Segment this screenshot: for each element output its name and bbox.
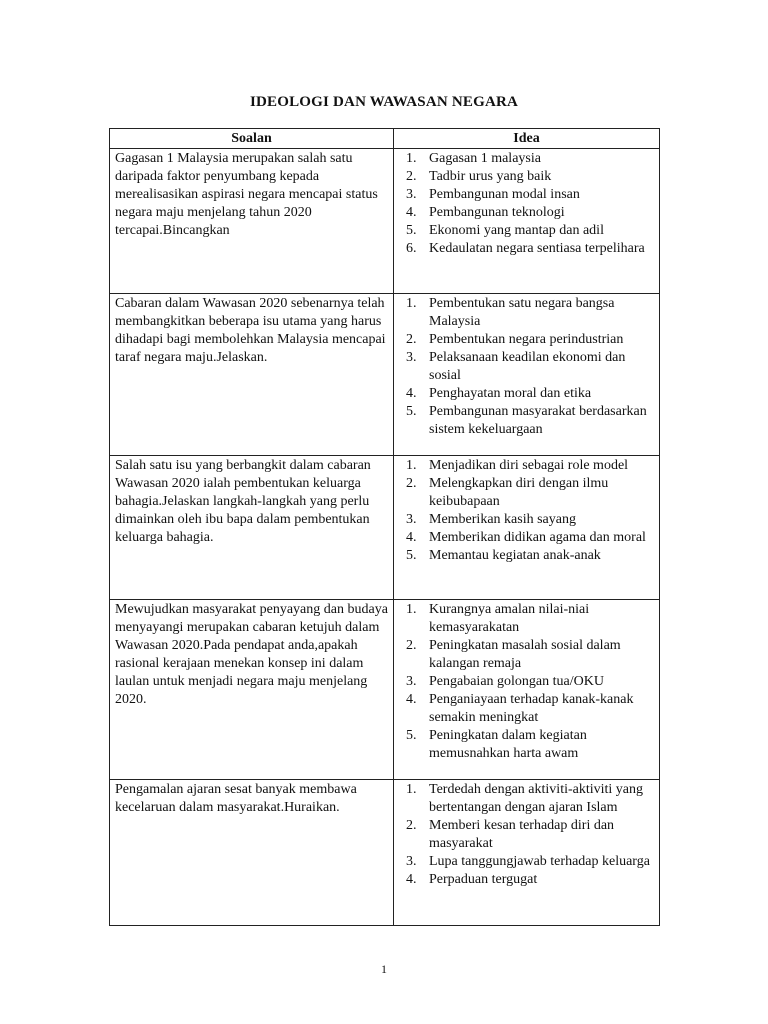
question-cell: Pengamalan ajaran sesat banyak membawa kecelaruan dalam masyarakat.Huraikan.: [110, 780, 394, 926]
table-row: [110, 149, 660, 294]
question-cell: Gagasan 1 Malaysia merupakan salah satu daripada faktor penyumbang kepada merealisasikan aspirasi negara mencapai status negara maju menjelang tahun 2020 tercapai.Bincangkan: [110, 149, 394, 294]
list-item: 5. Pembangunan masyarakat berdasarkan sistem kekeluargaan: [406, 404, 647, 437]
list-item: 4. Penganiayaan terhadap kanak-kanak semakin meningkat: [406, 692, 634, 725]
list-item: 3. Pengabaian golongan tua/OKU: [406, 674, 604, 689]
list-item: 3. Memberikan kasih sayang: [406, 512, 576, 527]
list-item: 4. Pembangunan teknologi: [406, 205, 565, 220]
list-item: 1. Menjadikan diri sebagai role model: [406, 458, 629, 473]
list-item: 4. Perpaduan tergugat: [406, 872, 538, 887]
list-item: 2. Melengkapkan diri dengan ilmu keibubapaan: [406, 476, 609, 509]
table-row: [110, 456, 660, 600]
idea-list: [398, 601, 655, 763]
header-idea: Idea: [394, 129, 660, 149]
header-soalan: Soalan: [110, 129, 394, 149]
idea-cell: [394, 600, 660, 780]
idea-list: [398, 781, 655, 889]
list-item: 2. Tadbir urus yang baik: [406, 169, 552, 184]
table-header-row: [110, 129, 660, 149]
idea-cell: [394, 456, 660, 600]
table-row: [110, 294, 660, 456]
qa-table: [109, 128, 660, 926]
list-item: 5. Ekonomi yang mantap dan adil: [406, 223, 604, 238]
question-cell: Cabaran dalam Wawasan 2020 sebenarnya telah membangkitkan beberapa isu utama yang harus dihadapi bagi membolehkan Malaysia mencapai taraf negara maju.Jelaskan.: [110, 294, 394, 456]
question-cell: Mewujudkan masyarakat penyayang dan budaya menyayangi merupakan cabaran ketujuh dalam Wawasan 2020.Pada pendapat anda,apakah rasional kerajaan menekan konsep ini dalam laulan untuk menjadi negara maju menjelang 2020.: [110, 600, 394, 780]
idea-list: [398, 295, 655, 439]
list-item: 3. Pembangunan modal insan: [406, 187, 580, 202]
question-cell: Salah satu isu yang berbangkit dalam cabaran Wawasan 2020 ialah pembentukan keluarga bahagia.Jelaskan langkah-langkah yang perlu dimainkan oleh ibu bapa dalam pembentukan keluarga bahagia.: [110, 456, 394, 600]
list-item: 1. Pembentukan satu negara bangsa Malaysia: [406, 296, 615, 329]
idea-cell: [394, 149, 660, 294]
table-row: [110, 600, 660, 780]
page-number: 1: [381, 962, 387, 976]
list-item: 5. Memantau kegiatan anak-anak: [406, 548, 601, 563]
document-title: IDEOLOGI DAN WAWASAN NEGARA: [249, 94, 519, 110]
list-item: 3. Pelaksanaan keadilan ekonomi dan sosial: [406, 350, 626, 383]
list-item: 2. Memberi kesan terhadap diri dan masyarakat: [406, 818, 615, 851]
idea-cell: [394, 294, 660, 456]
idea-list: [398, 150, 655, 258]
list-item: 2. Pembentukan negara perindustrian: [406, 332, 624, 347]
table-row: [110, 780, 660, 926]
list-item: 2. Peningkatan masalah sosial dalam kalangan remaja: [406, 638, 621, 671]
list-item: 3. Lupa tanggungjawab terhadap keluarga: [406, 854, 650, 869]
list-item: 1. Kurangnya amalan nilai-niai kemasyarakatan: [406, 602, 590, 635]
list-item: 1. Gagasan 1 malaysia: [406, 151, 541, 166]
list-item: 4. Penghayatan moral dan etika: [406, 386, 592, 401]
list-item: 6. Kedaulatan negara sentiasa terpelihara: [406, 241, 645, 256]
list-item: 4. Memberikan didikan agama dan moral: [406, 530, 646, 545]
idea-cell: [394, 780, 660, 926]
list-item: 5. Peningkatan dalam kegiatan memusnahkan harta awam: [406, 728, 587, 761]
list-item: 1. Terdedah dengan aktiviti-aktiviti yang bertentangan dengan ajaran Islam: [406, 782, 644, 815]
idea-list: [398, 457, 655, 565]
